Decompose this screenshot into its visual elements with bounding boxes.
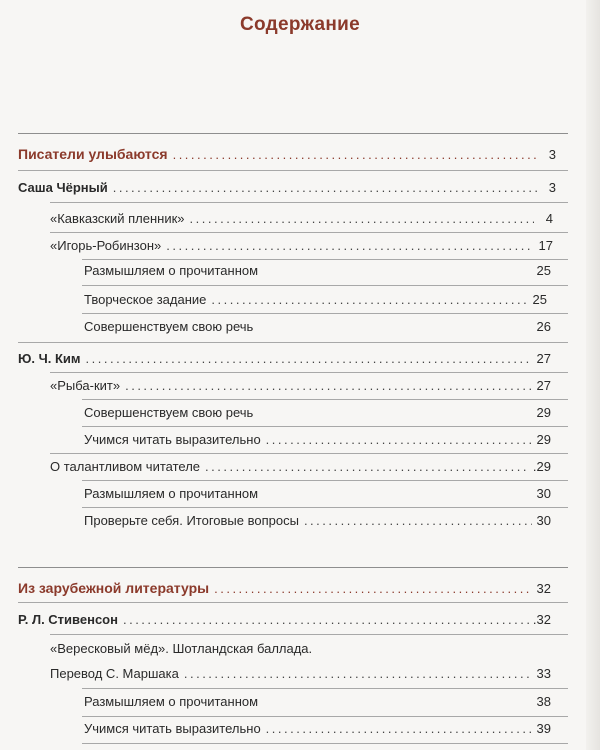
toc-entry-first-line[interactable]: «Вересковый мёд». Шотландская баллада.: [50, 641, 313, 656]
toc-page-number: .29: [532, 459, 551, 474]
toc-author-sasha-cherny[interactable]: [18, 180, 556, 196]
toc-leader-dots: [166, 238, 534, 254]
toc-page-number: 30: [536, 486, 551, 501]
toc-page-number: 25: [532, 292, 547, 307]
page-title: Содержание: [239, 14, 361, 35]
toc-entry-label: Р. Л. Стивенсон: [18, 612, 118, 627]
toc-entry[interactable]: [50, 211, 553, 227]
page-edge-shadow: [586, 0, 600, 750]
toc-entry[interactable]: [84, 486, 551, 502]
entry-divider: [18, 170, 568, 171]
toc-leader-dots: [173, 147, 537, 163]
toc-entry[interactable]: [84, 721, 551, 737]
toc-entry-label: Писатели улыбаются: [18, 146, 168, 162]
toc-entry-label: Учимся читать выразительно: [84, 721, 261, 736]
entry-divider: [82, 716, 568, 717]
toc-leader-dots: [123, 612, 530, 628]
entry-divider: [50, 202, 568, 203]
toc-entry-label: О талантливом читателе: [50, 459, 201, 474]
entry-divider: [18, 342, 568, 343]
toc-leader-dots: [205, 459, 530, 475]
toc-page-number: 29: [536, 405, 551, 420]
entry-divider: [50, 453, 568, 454]
toc-page-number: 3: [548, 180, 556, 195]
section-divider: [18, 567, 568, 568]
entry-divider: [82, 313, 568, 314]
entry-divider: [50, 372, 568, 373]
entry-divider: [82, 259, 568, 260]
toc-leader-dots: [266, 721, 532, 737]
toc-page-number: 39: [536, 721, 551, 736]
toc-entry[interactable]: [84, 263, 551, 279]
toc-entry-label: Размышляем о прочитанном: [84, 263, 259, 278]
toc-entry-label: Проверьте себя. Итоговые вопросы: [84, 513, 299, 528]
toc-entry-label: «Кавказский пленник»: [50, 211, 185, 226]
toc-entry[interactable]: [84, 694, 551, 710]
toc-page-number: 32: [536, 581, 551, 596]
toc-entry[interactable]: [50, 666, 551, 682]
toc-page-number: 33: [536, 666, 551, 681]
entry-divider: [82, 426, 568, 427]
entry-divider: [82, 285, 568, 286]
toc-page-number: 3: [548, 147, 556, 162]
toc-page-number: 30: [536, 513, 551, 528]
section-divider: [18, 133, 568, 134]
toc-leader-dots: [266, 432, 532, 448]
toc-entry[interactable]: [50, 459, 551, 475]
toc-entry-label: Размышляем о прочитанном: [84, 486, 259, 501]
toc-entry-label: Саша Чёрный: [18, 180, 108, 195]
toc-entry[interactable]: [50, 238, 553, 254]
toc-entry-label: Совершенствуем свою речь: [84, 319, 254, 334]
toc-leader-dots: [214, 581, 532, 597]
toc-entry[interactable]: [84, 319, 551, 335]
toc-entry-label: Творческое задание: [84, 292, 207, 307]
toc-section-foreign-literature[interactable]: [18, 580, 551, 597]
toc-entry-label: «Рыба-кит»: [50, 378, 121, 393]
toc-page-number: 38: [536, 694, 551, 709]
entry-divider: [82, 399, 568, 400]
toc-leader-dots: [184, 666, 532, 682]
toc-leader-dots: [86, 351, 532, 367]
entry-divider: [82, 480, 568, 481]
toc-leader-dots: [211, 292, 528, 308]
toc-entry-label: Ю. Ч. Ким: [18, 351, 81, 366]
entry-divider: [82, 507, 568, 508]
toc-entry-label: Совершенствуем свою речь: [84, 405, 254, 420]
toc-page-number: .32: [532, 612, 551, 627]
toc-section-writers-smile[interactable]: [18, 146, 556, 163]
toc-entry-label: Размышляем о прочитанном: [84, 694, 259, 709]
toc-page-number: 27: [536, 378, 551, 393]
toc-entry[interactable]: [84, 432, 551, 448]
entry-divider: [50, 634, 568, 635]
toc-leader-dots: [304, 513, 532, 529]
toc-page-number: 25: [536, 263, 551, 278]
entry-divider: [50, 232, 568, 233]
toc-author-kim[interactable]: [18, 351, 551, 367]
entry-divider: [82, 743, 568, 744]
toc-entry-label: Перевод С. Маршака: [50, 666, 179, 681]
toc-entry[interactable]: [84, 513, 551, 529]
toc-entry[interactable]: [84, 292, 547, 308]
entry-divider: [18, 602, 568, 603]
toc-entry-label: «Игорь-Робинзон»: [50, 238, 162, 253]
toc-leader-dots: [113, 180, 537, 196]
toc-page-number: 27: [536, 351, 551, 366]
toc-entry[interactable]: [50, 378, 551, 394]
entry-divider: [82, 688, 568, 689]
toc-entry-label: Из зарубежной литературы: [18, 580, 210, 596]
toc-entry[interactable]: [84, 405, 551, 421]
toc-author-stevenson[interactable]: [18, 612, 551, 628]
toc-entry-label: Учимся читать выразительно: [84, 432, 261, 447]
toc-page-number: 29: [536, 432, 551, 447]
toc-page-number: 26: [536, 319, 551, 334]
toc-page-number: 17: [538, 238, 553, 253]
toc-leader-dots: [125, 378, 532, 394]
toc-leader-dots: [190, 211, 534, 227]
toc-page-number: 4: [545, 211, 553, 226]
